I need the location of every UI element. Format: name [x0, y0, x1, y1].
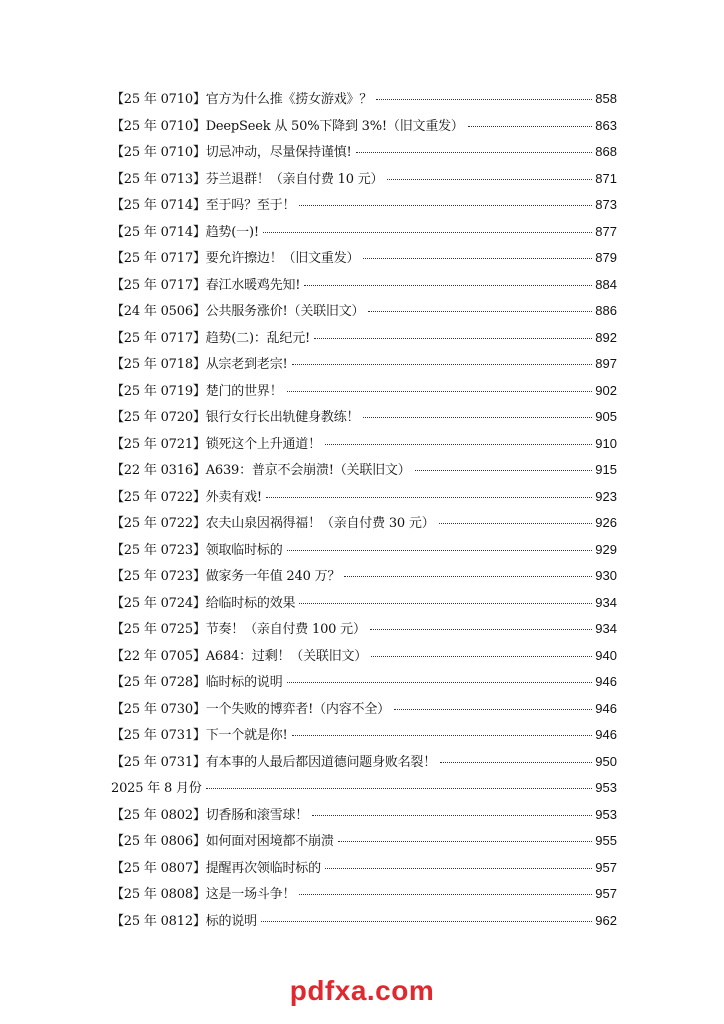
toc-entry-title: 【22 年 0316】A639：普京不会崩溃!（关联旧文）	[111, 463, 411, 478]
toc-entry[interactable]	[111, 616, 617, 643]
table-of-contents	[111, 86, 617, 934]
toc-entry-title: 【25 年 0722】农夫山泉因祸得福！（亲自付费 30 元）	[111, 516, 435, 531]
toc-dot-leader	[394, 709, 592, 710]
toc-entry[interactable]	[111, 510, 617, 537]
toc-entry-title: 【25 年 0730】一个失败的博弈者!（内容不全）	[111, 701, 390, 717]
toc-entry-title: 【25 年 0807】提醒再次领临时标的	[111, 860, 321, 876]
toc-entry[interactable]	[111, 378, 617, 405]
toc-entry[interactable]	[111, 669, 617, 696]
toc-entry[interactable]	[111, 404, 617, 431]
toc-dot-leader	[287, 682, 593, 683]
toc-entry-page-number: 923	[595, 488, 617, 504]
toc-entry-title: 【25 年 0802】切香肠和滚雪球！	[111, 807, 309, 823]
toc-entry-title: 2025 年 8 月份	[111, 781, 202, 796]
toc-entry[interactable]	[111, 828, 617, 855]
toc-entry-page-number: 902	[595, 382, 617, 398]
toc-entry[interactable]	[111, 457, 617, 484]
toc-dot-leader	[376, 99, 592, 100]
toc-dot-leader	[299, 603, 592, 604]
toc-entry-page-number: 910	[595, 435, 617, 451]
toc-entry-page-number: 915	[595, 462, 617, 477]
toc-entry-title: 【25 年 0717】要允许擦边！（旧文重发）	[111, 251, 360, 266]
toc-dot-leader	[338, 841, 593, 842]
watermark-logo	[0, 975, 724, 1007]
toc-entry-title: 【25 年 0722】外卖有戏!	[111, 489, 262, 505]
watermark-suffix: .com	[366, 975, 435, 1006]
toc-entry-title: 【25 年 0725】节奏！（亲自付费 100 元）	[111, 622, 366, 637]
toc-dot-leader	[356, 152, 593, 153]
toc-dot-leader	[287, 391, 593, 392]
toc-entry-page-number: 886	[595, 303, 617, 318]
toc-entry[interactable]	[111, 590, 617, 617]
toc-entry-page-number: 953	[595, 780, 617, 795]
toc-dot-leader	[325, 444, 592, 445]
toc-entry-page-number: 871	[595, 170, 617, 186]
toc-entry[interactable]	[111, 563, 617, 590]
toc-entry[interactable]	[111, 537, 617, 564]
toc-entry-page-number: 905	[595, 409, 617, 424]
toc-entry-title: 【25 年 0812】标的说明	[111, 913, 257, 929]
toc-entry-page-number: 946	[595, 727, 617, 742]
toc-entry[interactable]	[111, 139, 617, 166]
toc-dot-leader	[206, 788, 593, 789]
toc-entry[interactable]	[111, 192, 617, 219]
toc-entry-title: 【25 年 0719】楚门的世界！	[111, 383, 283, 399]
toc-entry-page-number: 955	[595, 833, 617, 848]
toc-entry-title: 【25 年 0713】芬兰退群！（亲自付费 10 元）	[111, 171, 384, 187]
toc-entry-page-number: 877	[595, 223, 617, 239]
toc-entry-title: 【25 年 0717】趋势(二)：乱纪元!	[111, 330, 311, 346]
toc-dot-leader	[287, 550, 593, 551]
toc-entry-title: 【25 年 0714】趋势(一)!	[111, 224, 259, 240]
toc-entry-page-number: 897	[595, 356, 617, 371]
toc-dot-leader	[299, 894, 592, 895]
toc-dot-leader	[387, 179, 592, 180]
toc-entry-page-number: 868	[595, 144, 617, 159]
toc-entry[interactable]	[111, 802, 617, 829]
toc-dot-leader	[261, 921, 592, 922]
toc-entry[interactable]	[111, 881, 617, 908]
toc-entry-title: 【25 年 0728】临时标的说明	[111, 675, 283, 690]
toc-entry-title: 【25 年 0718】从宗老到老宗!	[111, 357, 288, 372]
toc-dot-leader	[415, 470, 593, 471]
toc-entry-page-number: 940	[595, 647, 617, 663]
toc-dot-leader	[304, 285, 592, 286]
toc-entry-page-number: 946	[595, 700, 617, 716]
toc-dot-leader	[363, 258, 592, 259]
toc-entry-page-number: 879	[595, 250, 617, 265]
toc-dot-leader	[344, 576, 592, 577]
toc-entry[interactable]	[111, 219, 617, 246]
toc-entry[interactable]	[111, 722, 617, 749]
toc-entry-title: 【25 年 0710】切忌冲动，尽量保持谨慎!	[111, 145, 352, 160]
toc-entry-title: 【25 年 0723】领取临时标的	[111, 542, 283, 558]
watermark-prefix: pdfxa	[289, 975, 367, 1006]
toc-entry-page-number: 957	[595, 886, 617, 901]
toc-dot-leader	[299, 205, 592, 206]
toc-entry-page-number: 858	[595, 91, 617, 106]
toc-dot-leader	[371, 656, 592, 657]
toc-entry[interactable]	[111, 325, 617, 352]
toc-entry-page-number: 926	[595, 515, 617, 530]
toc-dot-leader	[266, 497, 592, 498]
toc-entry[interactable]	[111, 166, 617, 193]
toc-entry-page-number: 934	[595, 594, 617, 610]
toc-dot-leader	[314, 338, 592, 339]
toc-entry[interactable]	[111, 855, 617, 882]
toc-entry-page-number: 957	[595, 859, 617, 875]
toc-dot-leader	[370, 629, 593, 630]
toc-entry[interactable]	[111, 643, 617, 670]
toc-entry-title: 【25 年 0720】银行女行长出轨健身教练！	[111, 410, 360, 425]
toc-entry-title: 【25 年 0806】如何面对困境都不崩溃	[111, 834, 334, 849]
toc-entry-title: 【22 年 0705】A684：过剩！（关联旧文）	[111, 648, 368, 664]
toc-dot-leader	[439, 523, 593, 524]
toc-entry-page-number: 934	[595, 621, 617, 636]
toc-entry-page-number: 929	[595, 541, 617, 557]
toc-entry-page-number: 962	[595, 912, 617, 928]
toc-entry[interactable]	[111, 908, 617, 935]
toc-dot-leader	[440, 762, 592, 763]
toc-dot-leader	[368, 311, 592, 312]
toc-entry-page-number: 873	[595, 197, 617, 212]
toc-entry-title: 【25 年 0710】DeepSeek 从 50%下降到 3%!（旧文重发）	[111, 118, 464, 134]
toc-dot-leader	[292, 364, 593, 365]
toc-dot-leader	[325, 868, 592, 869]
toc-entry-page-number: 892	[595, 329, 617, 345]
toc-entry[interactable]	[111, 431, 617, 458]
toc-dot-leader	[468, 126, 593, 127]
toc-entry[interactable]	[111, 749, 617, 776]
toc-entry[interactable]	[111, 86, 617, 113]
toc-entry[interactable]	[111, 696, 617, 723]
toc-entry-title: 【25 年 0724】给临时标的效果	[111, 595, 296, 611]
toc-entry-page-number: 863	[595, 117, 617, 133]
toc-entry[interactable]	[111, 351, 617, 378]
toc-entry-page-number: 946	[595, 674, 617, 689]
toc-entry[interactable]	[111, 272, 617, 299]
toc-entry-title: 【25 年 0731】有本事的人最后都因道德问题身败名裂！	[111, 754, 437, 770]
toc-entry[interactable]	[111, 298, 617, 325]
toc-entry[interactable]	[111, 245, 617, 272]
toc-entry-title: 【25 年 0710】官方为什么推《捞女游戏》？	[111, 92, 373, 107]
toc-entry-title: 【25 年 0721】锁死这个上升通道！	[111, 436, 321, 452]
toc-entry-title: 【25 年 0808】这是一场斗争！	[111, 887, 296, 902]
toc-entry-page-number: 950	[595, 753, 617, 769]
toc-entry-title: 【25 年 0717】春江水暖鸡先知!	[111, 277, 301, 293]
toc-entry-page-number: 953	[595, 806, 617, 822]
toc-entry-page-number: 884	[595, 276, 617, 292]
toc-entry[interactable]	[111, 775, 617, 802]
toc-dot-leader	[312, 815, 592, 816]
toc-entry-page-number: 930	[595, 568, 617, 583]
toc-entry-title: 【24 年 0506】公共服务涨价!（关联旧文）	[111, 304, 365, 319]
toc-dot-leader	[363, 417, 592, 418]
toc-entry-title: 【25 年 0714】至于吗？至于！	[111, 198, 296, 213]
toc-dot-leader	[292, 735, 593, 736]
toc-entry[interactable]	[111, 113, 617, 140]
toc-entry[interactable]	[111, 484, 617, 511]
toc-dot-leader	[263, 232, 592, 233]
toc-entry-title: 【25 年 0731】下一个就是你!	[111, 728, 288, 743]
toc-entry-title: 【25 年 0723】做家务一年值 240 万？	[111, 569, 341, 584]
